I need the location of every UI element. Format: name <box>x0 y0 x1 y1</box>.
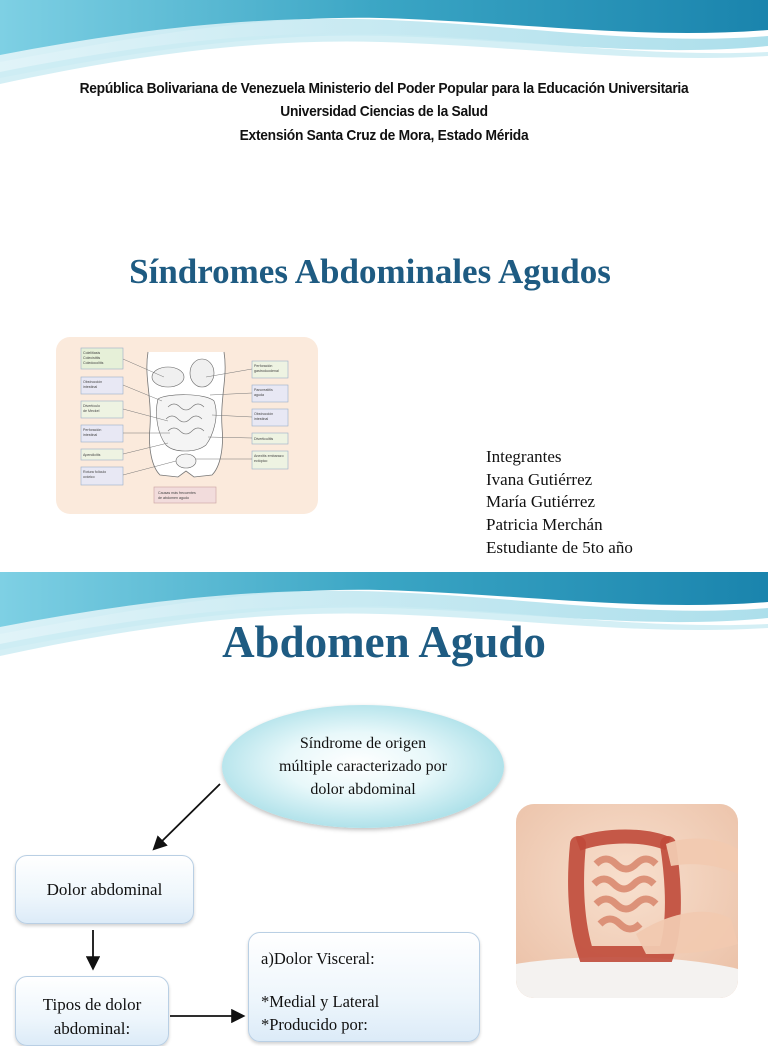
institution-line-2: Universidad Ciencias de la Salud <box>280 103 488 120</box>
member-name: María Gutiérrez <box>486 492 596 512</box>
svg-text:Obstrucción: Obstrucción <box>83 380 103 384</box>
svg-text:ectópico: ectópico <box>254 459 268 463</box>
arrow-oval-to-dolor <box>155 784 220 848</box>
svg-text:Causas más frecuentes: Causas más frecuentes <box>158 491 196 495</box>
svg-text:Divertículo: Divertículo <box>83 404 100 408</box>
abdomen-intestine-photo <box>516 804 738 998</box>
presentation-title: Síndromes Abdominales Agudos <box>129 252 611 291</box>
svg-text:Anexitis embarazo: Anexitis embarazo <box>254 454 284 458</box>
svg-text:Pancreatitis: Pancreatitis <box>254 388 273 392</box>
box-dolor-abdominal: Dolor abdominal <box>15 855 194 924</box>
diagram-label-left-1: Colelitiasis <box>83 351 101 355</box>
abdomen-causes-diagram <box>56 337 318 514</box>
svg-text:intestinal: intestinal <box>83 433 98 437</box>
svg-text:Rotura folículo: Rotura folículo <box>83 470 107 474</box>
svg-text:aguda: aguda <box>254 393 264 397</box>
student-year: Estudiante de 5to año <box>486 537 633 557</box>
members-heading: Integrantes <box>486 447 562 466</box>
svg-text:Diverticulitis: Diverticulitis <box>254 437 274 441</box>
member-name: Patricia Merchán <box>486 515 603 535</box>
svg-text:de abdomen agudo: de abdomen agudo <box>158 496 189 500</box>
visceral-title: a)Dolor Visceral: <box>261 949 375 968</box>
svg-text:Obstrucción: Obstrucción <box>254 412 274 416</box>
svg-text:Perforación: Perforación <box>83 428 102 432</box>
visceral-line-1: *Medial y Lateral <box>261 992 380 1011</box>
svg-text:Apendicitis: Apendicitis <box>83 453 101 457</box>
members-list <box>486 446 633 560</box>
visceral-line-2: *Producido por: <box>261 1015 368 1034</box>
box-tipos-de-dolor: Tipos de dolor abdominal: <box>15 976 169 1046</box>
svg-text:gastroduodenal: gastroduodenal <box>254 369 279 373</box>
institution-line-1: República Bolivariana de Venezuela Ministerio del Poder Popular para la Educación Universitaria <box>79 80 689 97</box>
svg-text:ovárico: ovárico <box>83 475 95 479</box>
svg-text:intestinal: intestinal <box>254 417 269 421</box>
svg-text:Coledocolitis: Coledocolitis <box>83 361 104 365</box>
svg-text:intestinal: intestinal <box>83 385 98 389</box>
slide-title-abdomen-agudo: Abdomen Agudo <box>222 617 546 667</box>
member-name: Ivana Gutiérrez <box>486 469 593 489</box>
svg-text:de Meckel: de Meckel <box>83 409 100 413</box>
svg-text:Colecistitis: Colecistitis <box>83 356 101 360</box>
svg-text:Perforación: Perforación <box>254 364 273 368</box>
abdomen-diagram-illustration <box>56 337 318 514</box>
intestine-illustration <box>516 804 738 998</box>
definition-text: Síndrome de origen múltiple caracterizado por dolor abdominal <box>279 735 447 798</box>
institution-line-3: Extensión Santa Cruz de Mora, Estado Mérida <box>239 127 529 144</box>
